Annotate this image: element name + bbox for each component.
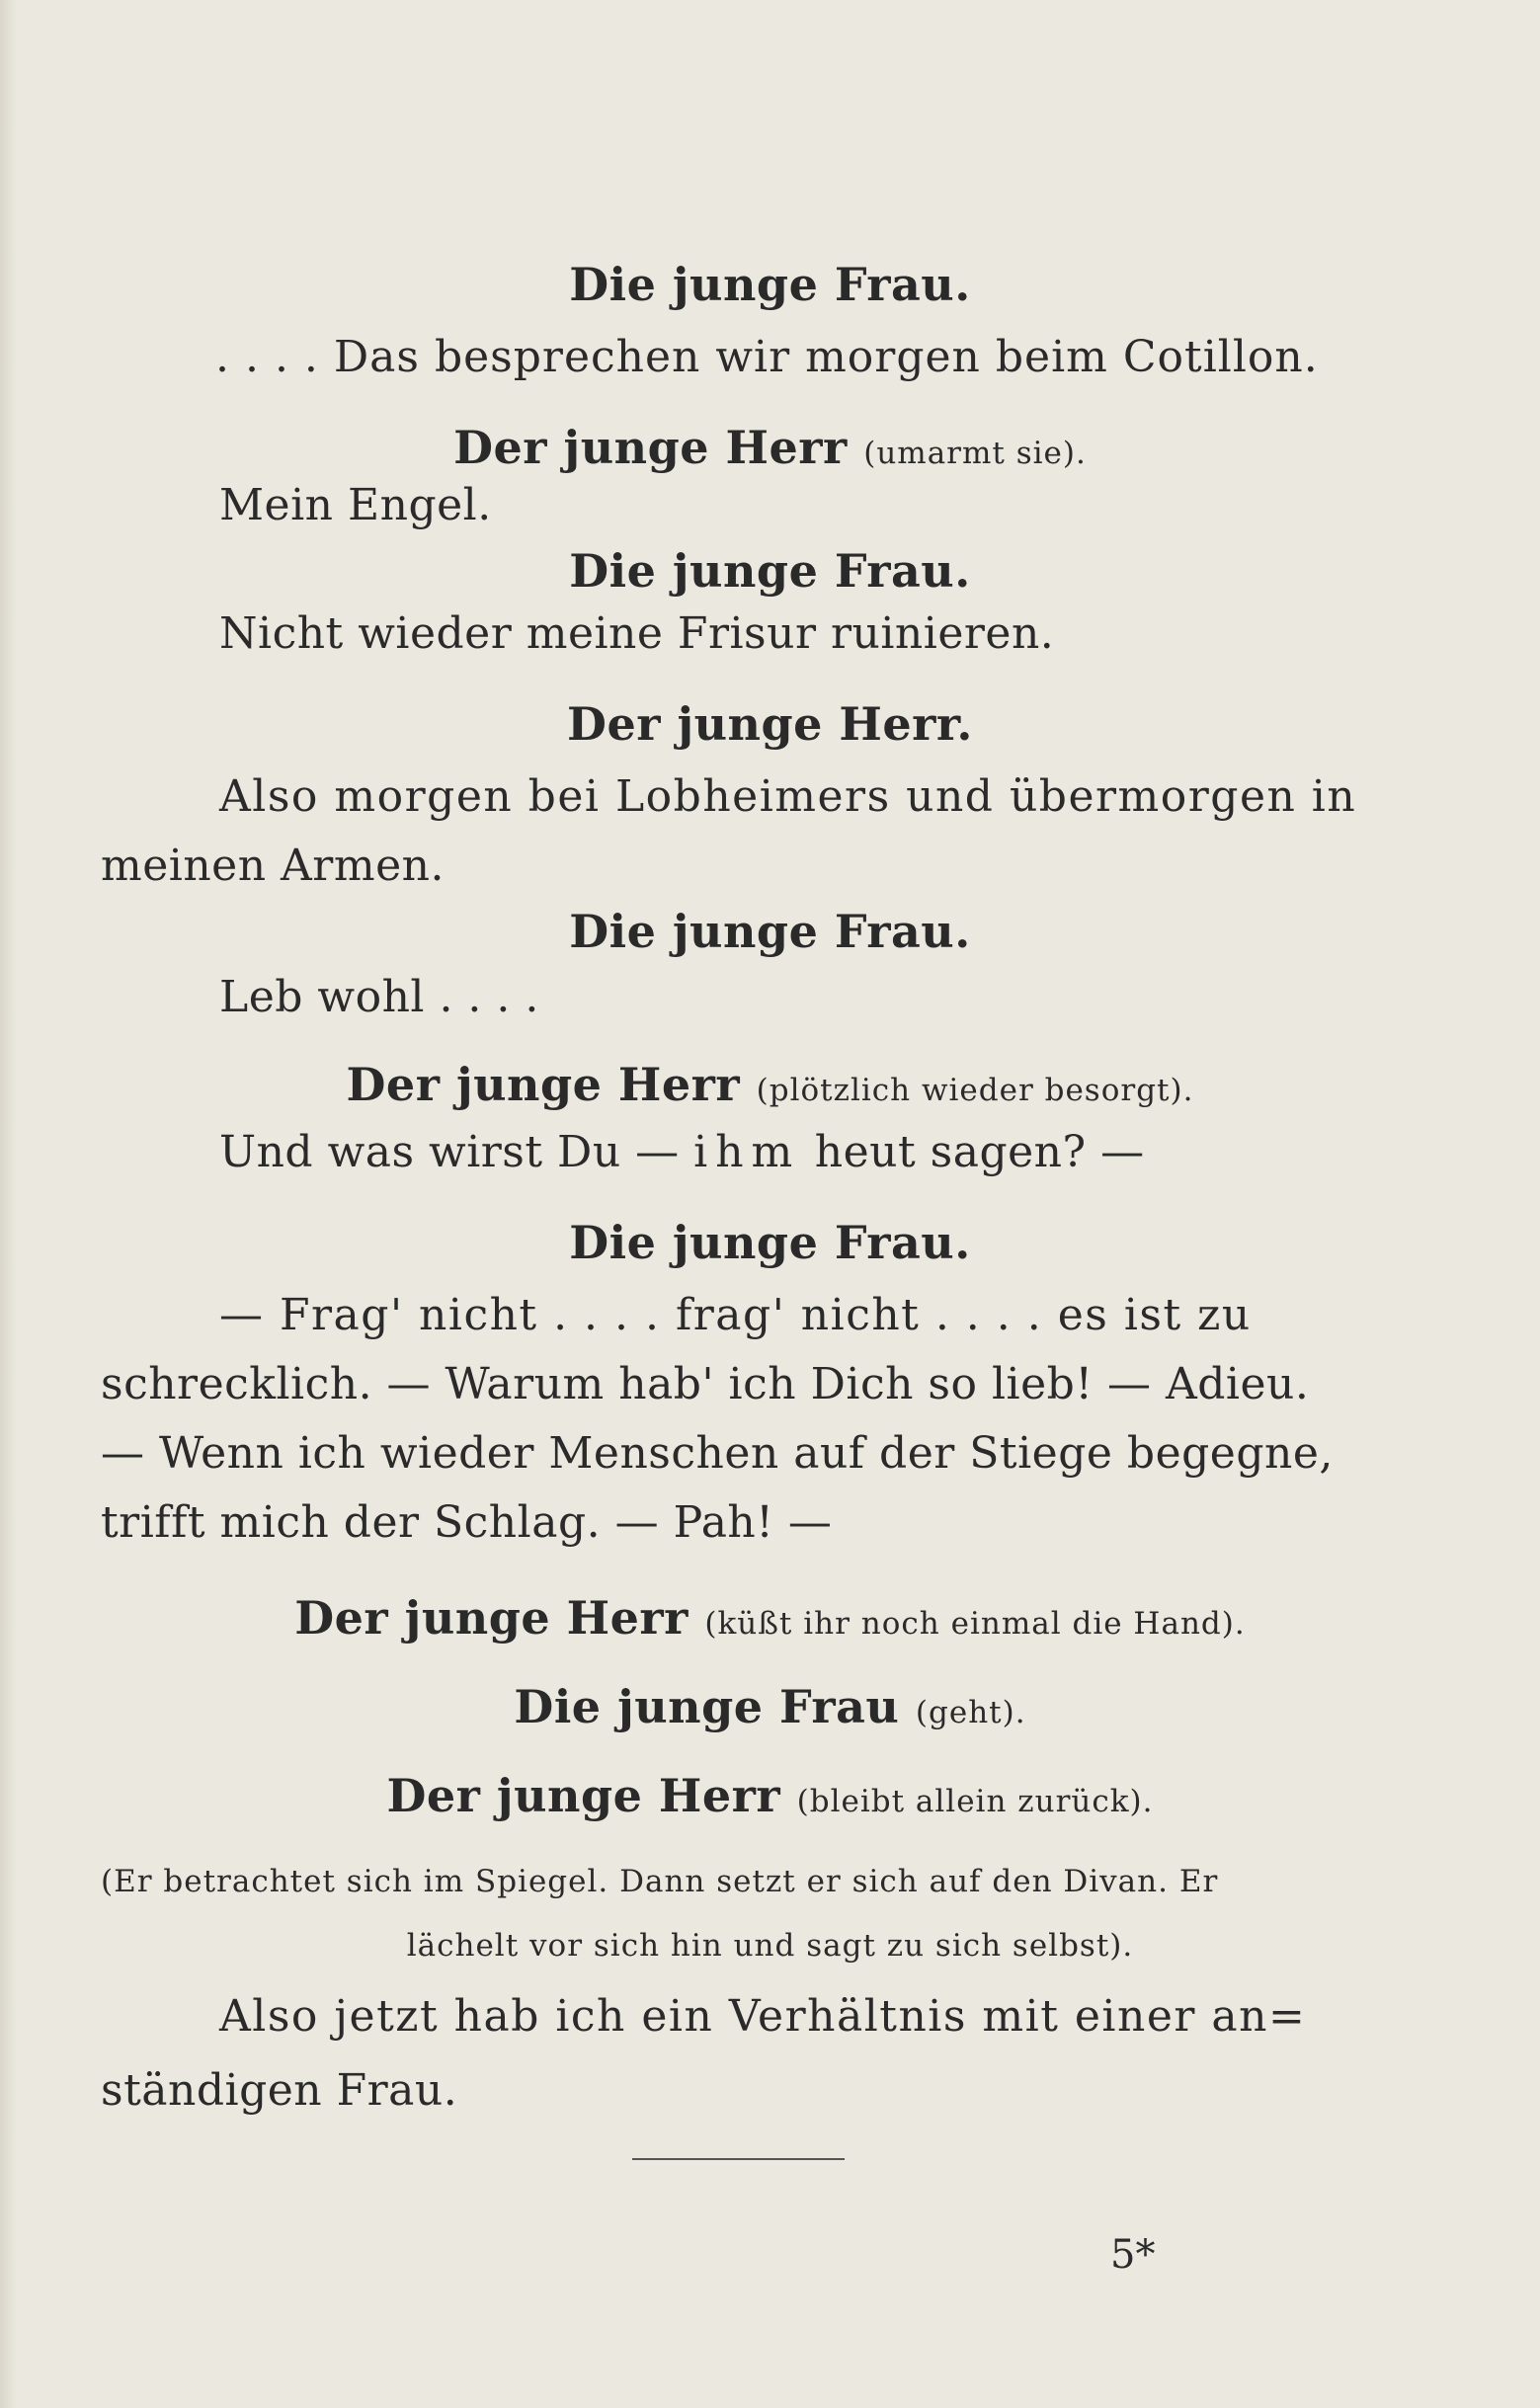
speaker-heading: Der junge Herr (küßt ihr noch einmal die Hand). bbox=[294, 1591, 1246, 1645]
speaker-heading: Die junge Frau (geht). bbox=[514, 1680, 1026, 1733]
speaker-heading: Die junge Frau. bbox=[569, 905, 971, 958]
emphasized-word: ihm bbox=[693, 1127, 801, 1177]
dialogue-line: Nicht wieder meine Frisur ruinieren. bbox=[219, 608, 1055, 659]
dialogue-line: Also jetzt hab ich ein Verhältnis mit einer an= bbox=[219, 1991, 1307, 2042]
speaker-heading: Die junge Frau. bbox=[569, 544, 971, 598]
dialogue-line: Also morgen bei Lobheimers und übermorgen in bbox=[219, 771, 1357, 822]
speaker-heading: Der junge Herr (bleibt allein zurück). bbox=[386, 1769, 1154, 1822]
stage-direction: (küßt ihr noch einmal die Hand). bbox=[704, 1606, 1246, 1642]
dialogue-line: . . . . Das besprechen wir morgen beim Cotillon. bbox=[215, 332, 1319, 382]
stage-direction: (bleibt allein zurück). bbox=[796, 1784, 1154, 1819]
dialogue-line: ständigen Frau. bbox=[101, 2065, 458, 2116]
stage-direction: (umarmt sie). bbox=[863, 436, 1087, 471]
dialogue-line: schrecklich. — Warum hab' ich Dich so lieb! — Adieu. bbox=[101, 1359, 1310, 1409]
dialogue-line: meinen Armen. bbox=[101, 841, 445, 891]
dialogue-line: — Frag' nicht . . . . frag' nicht . . . . es ist zu bbox=[219, 1290, 1252, 1340]
page-gutter-shadow bbox=[0, 0, 16, 2408]
end-rule bbox=[632, 2158, 845, 2160]
speaker-heading: Die junge Frau. bbox=[569, 258, 971, 311]
speaker-heading: Der junge Herr (plötzlich wieder besorgt). bbox=[346, 1058, 1194, 1111]
dialogue-line: trifft mich der Schlag. — Pah! — bbox=[101, 1497, 833, 1548]
dialogue-line: — Wenn ich wieder Menschen auf der Stiege begegne, bbox=[101, 1428, 1334, 1479]
stage-direction: (plötzlich wieder besorgt). bbox=[756, 1073, 1194, 1108]
dialogue-line: Und was wirst Du — ihm heut sagen? — bbox=[219, 1127, 1145, 1177]
stage-direction: (geht). bbox=[915, 1695, 1026, 1730]
dialogue-line: Mein Engel. bbox=[219, 480, 492, 530]
dialogue-line: Leb wohl . . . . bbox=[219, 972, 539, 1022]
page-number: 5* bbox=[1110, 2232, 1156, 2278]
stage-direction: lächelt vor sich hin und sagt zu sich selbst). bbox=[406, 1928, 1134, 1964]
speaker-heading: Der junge Herr. bbox=[567, 697, 973, 751]
stage-direction: (Er betrachtet sich im Spiegel. Dann setzt er sich auf den Divan. Er bbox=[101, 1864, 1219, 1899]
speaker-heading: Der junge Herr (umarmt sie). bbox=[453, 421, 1087, 474]
speaker-heading: Die junge Frau. bbox=[569, 1216, 971, 1269]
